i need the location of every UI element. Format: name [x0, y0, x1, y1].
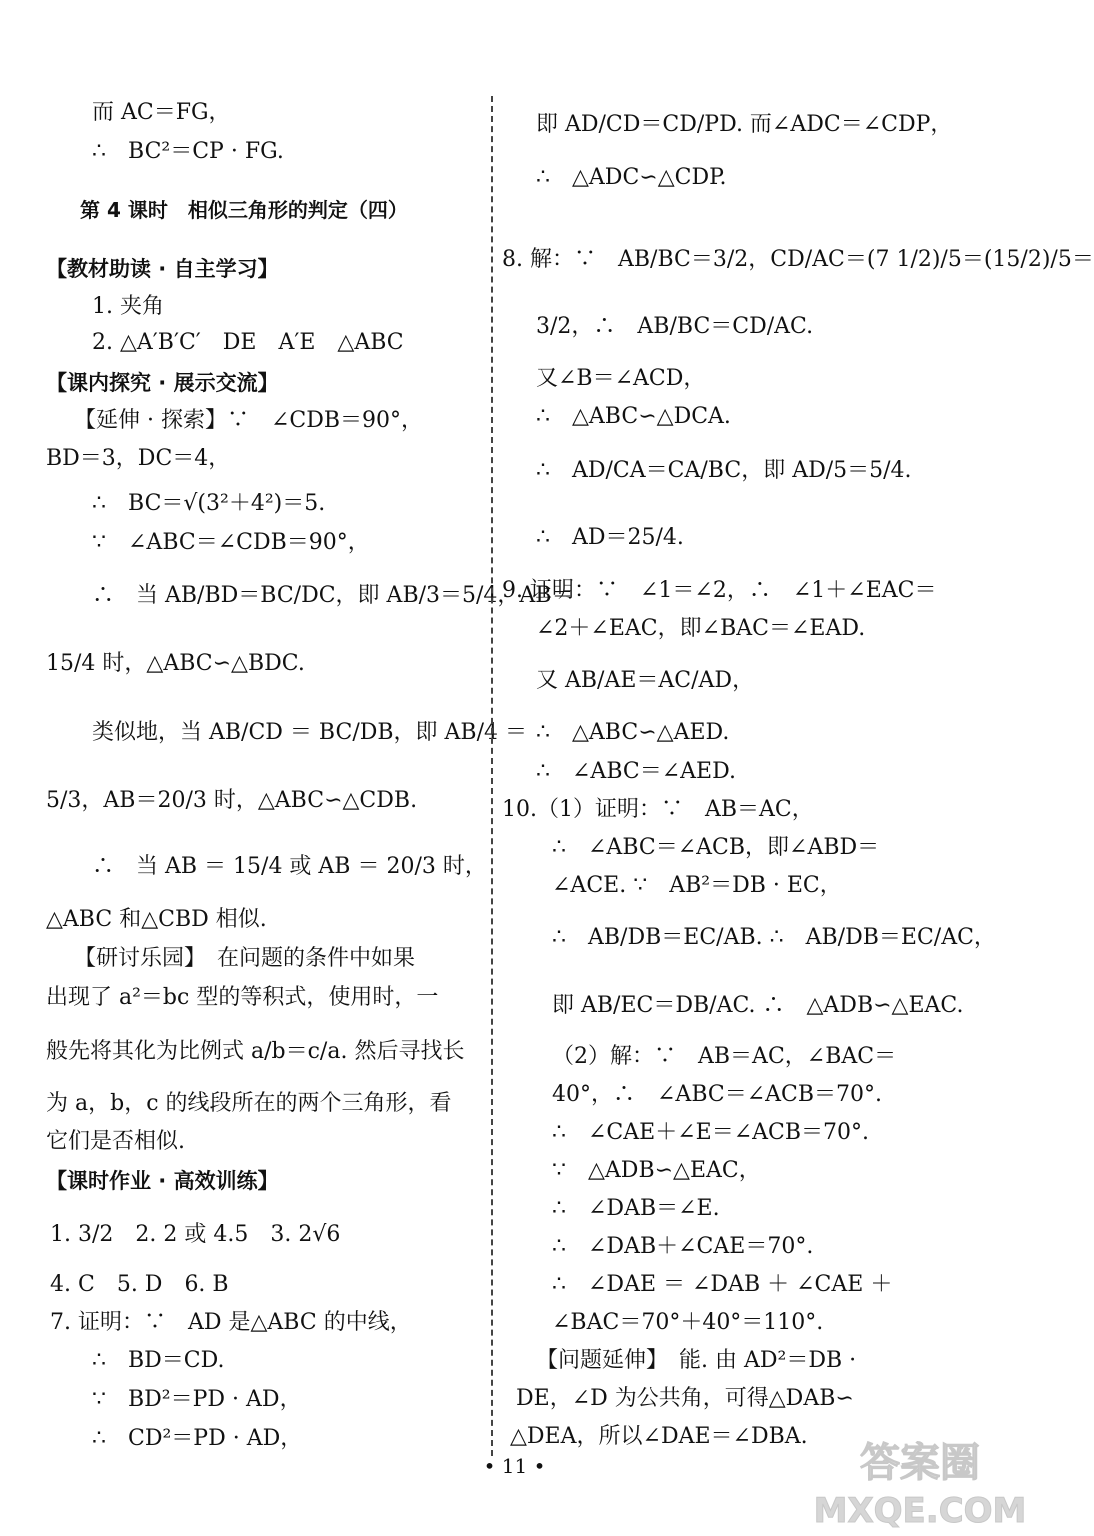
text-line: 5/3，AB＝20/3 时，△ABC∽△CDB. [46, 788, 418, 813]
text-line: ∠2＋∠EAC，即∠BAC＝∠EAD. [536, 616, 866, 641]
text-line: ∴ ∠DAE ＝ ∠DAB ＋ ∠CAE ＋ [552, 1272, 893, 1297]
text-line: ∴ △ABC∽△AED. [536, 720, 730, 745]
section-heading: 【教材助读 · 自主学习】 [46, 257, 279, 281]
text-line: ∠ACE. ∵ AB²＝DB · EC， [552, 873, 842, 898]
text-line: ∵ BD²＝PD · AD， [92, 1387, 302, 1412]
page-number: • 11 • [483, 1454, 546, 1478]
text-line: ∴ ∠DAB＝∠E. [552, 1196, 720, 1221]
text-line: 即 AD/CD＝CD/PD. 而∠ADC＝∠CDP， [536, 112, 953, 137]
text-line: ∴ 当 AB/BD＝BC/DC，即 AB/3＝5/4，AB＝ [92, 583, 574, 608]
text-line: 2. △A′B′C′ DE A′E △ABC [92, 330, 404, 355]
text-line: DE，∠D 为公共角，可得△DAB∽ [516, 1386, 854, 1411]
text-line: ∴ BD＝CD. [92, 1348, 225, 1373]
text-line: ∴ BC²＝CP · FG. [92, 139, 284, 164]
text-line: 3/2，∴ AB/BC＝CD/AC. [536, 314, 814, 339]
text-line: ∴ ∠CAE＋∠E＝∠ACB＝70°. [552, 1120, 870, 1145]
text-line: 类似地，当 AB/CD ＝ BC/DB，即 AB/4 ＝ [92, 720, 527, 745]
text-line: 8. 解：∵ AB/BC＝3/2，CD/AC＝(7 1/2)/5＝(15/2)/5＝ [502, 247, 1094, 272]
text-line: ∴ 当 AB ＝ 15/4 或 AB ＝ 20/3 时， [92, 854, 487, 879]
lesson-title: 第 4 课时 相似三角形的判定（四） [80, 198, 408, 222]
text-line: 10.（1）证明：∵ AB＝AC， [502, 797, 814, 822]
text-line: 1. 3/2 2. 2 或 4.5 3. 2√6 [50, 1222, 341, 1247]
text-line: ∴ △ABC∽△DCA. [536, 404, 731, 429]
text-line: △ABC 和△CBD 相似. [46, 907, 267, 932]
text-line: 40°，∴ ∠ABC＝∠ACB＝70°. [552, 1082, 883, 1107]
text-line: BD＝3，DC＝4， [46, 446, 231, 471]
text-line: ∵ ∠ABC＝∠CDB＝90°， [92, 530, 370, 555]
text-line: 而 AC＝FG， [92, 100, 231, 125]
text-line: ∠BAC＝70°＋40°＝110°. [552, 1310, 824, 1335]
text-line: 【延伸 · 探索】∵ ∠CDB＝90°， [74, 408, 424, 433]
text-line: 出现了 a²＝bc 型的等积式，使用时，一 [46, 985, 439, 1010]
text-line: ∴ BC＝√(3²＋4²)＝5. [92, 491, 326, 516]
text-line: ∵ △ADB∽△EAC， [552, 1158, 761, 1183]
text-line: 为 a，b，c 的线段所在的两个三角形，看 [46, 1091, 452, 1116]
text-line: 15/4 时，△ABC∽△BDC. [46, 651, 305, 676]
text-line: △DEA，所以∠DAE＝∠DBA. [510, 1424, 808, 1449]
text-line: ∴ △ADC∽△CDP. [536, 165, 727, 190]
watermark-top-text: 答案圈 [860, 1440, 980, 1486]
text-line: ∴ AD/CA＝CA/BC，即 AD/5＝5/4. [536, 458, 912, 483]
section-heading: 【课内探究 · 展示交流】 [46, 371, 279, 395]
text-line: ∴ ∠DAB＋∠CAE＝70°. [552, 1234, 814, 1259]
text-line: 即 AB/EC＝DB/AC. ∴ △ADB∽△EAC. [552, 993, 964, 1018]
text-line: ∴ ∠ABC＝∠ACB，即∠ABD＝ [552, 835, 880, 860]
text-line: 7. 证明：∵ AD 是△ABC 的中线， [50, 1310, 412, 1335]
text-line: 【研讨乐园】 在问题的条件中如果 [74, 946, 416, 971]
text-line: 9. 证明：∵ ∠1＝∠2，∴ ∠1＋∠EAC＝ [502, 578, 937, 603]
text-line: 它们是否相似. [46, 1129, 185, 1154]
column-divider [491, 96, 493, 1456]
text-line: 1. 夹角 [92, 294, 164, 319]
text-line: 又 AB/AE＝AC/AD， [536, 668, 755, 693]
text-line: ∴ ∠ABC＝∠AED. [536, 759, 736, 784]
text-line: 【问题延伸】 能. 由 AD²＝DB · [536, 1348, 857, 1373]
watermark-bottom-text: MXQE.COM [813, 1491, 1027, 1531]
text-line: 又∠B＝∠ACD， [536, 366, 706, 391]
watermark-logo [813, 1432, 1027, 1532]
text-line: 4. C 5. D 6. B [50, 1272, 229, 1297]
text-line: （2）解：∵ AB＝AC，∠BAC＝ [552, 1044, 897, 1069]
text-line: 般先将其化为比例式 a/b＝c/a. 然后寻找长 [46, 1039, 465, 1064]
text-line: ∴ AD＝25/4. [536, 525, 684, 550]
text-line: ∴ CD²＝PD · AD， [92, 1426, 303, 1451]
text-line: ∴ AB/DB＝EC/AB. ∴ AB/DB＝EC/AC， [552, 925, 996, 950]
section-heading: 【课时作业 · 高效训练】 [46, 1169, 279, 1193]
